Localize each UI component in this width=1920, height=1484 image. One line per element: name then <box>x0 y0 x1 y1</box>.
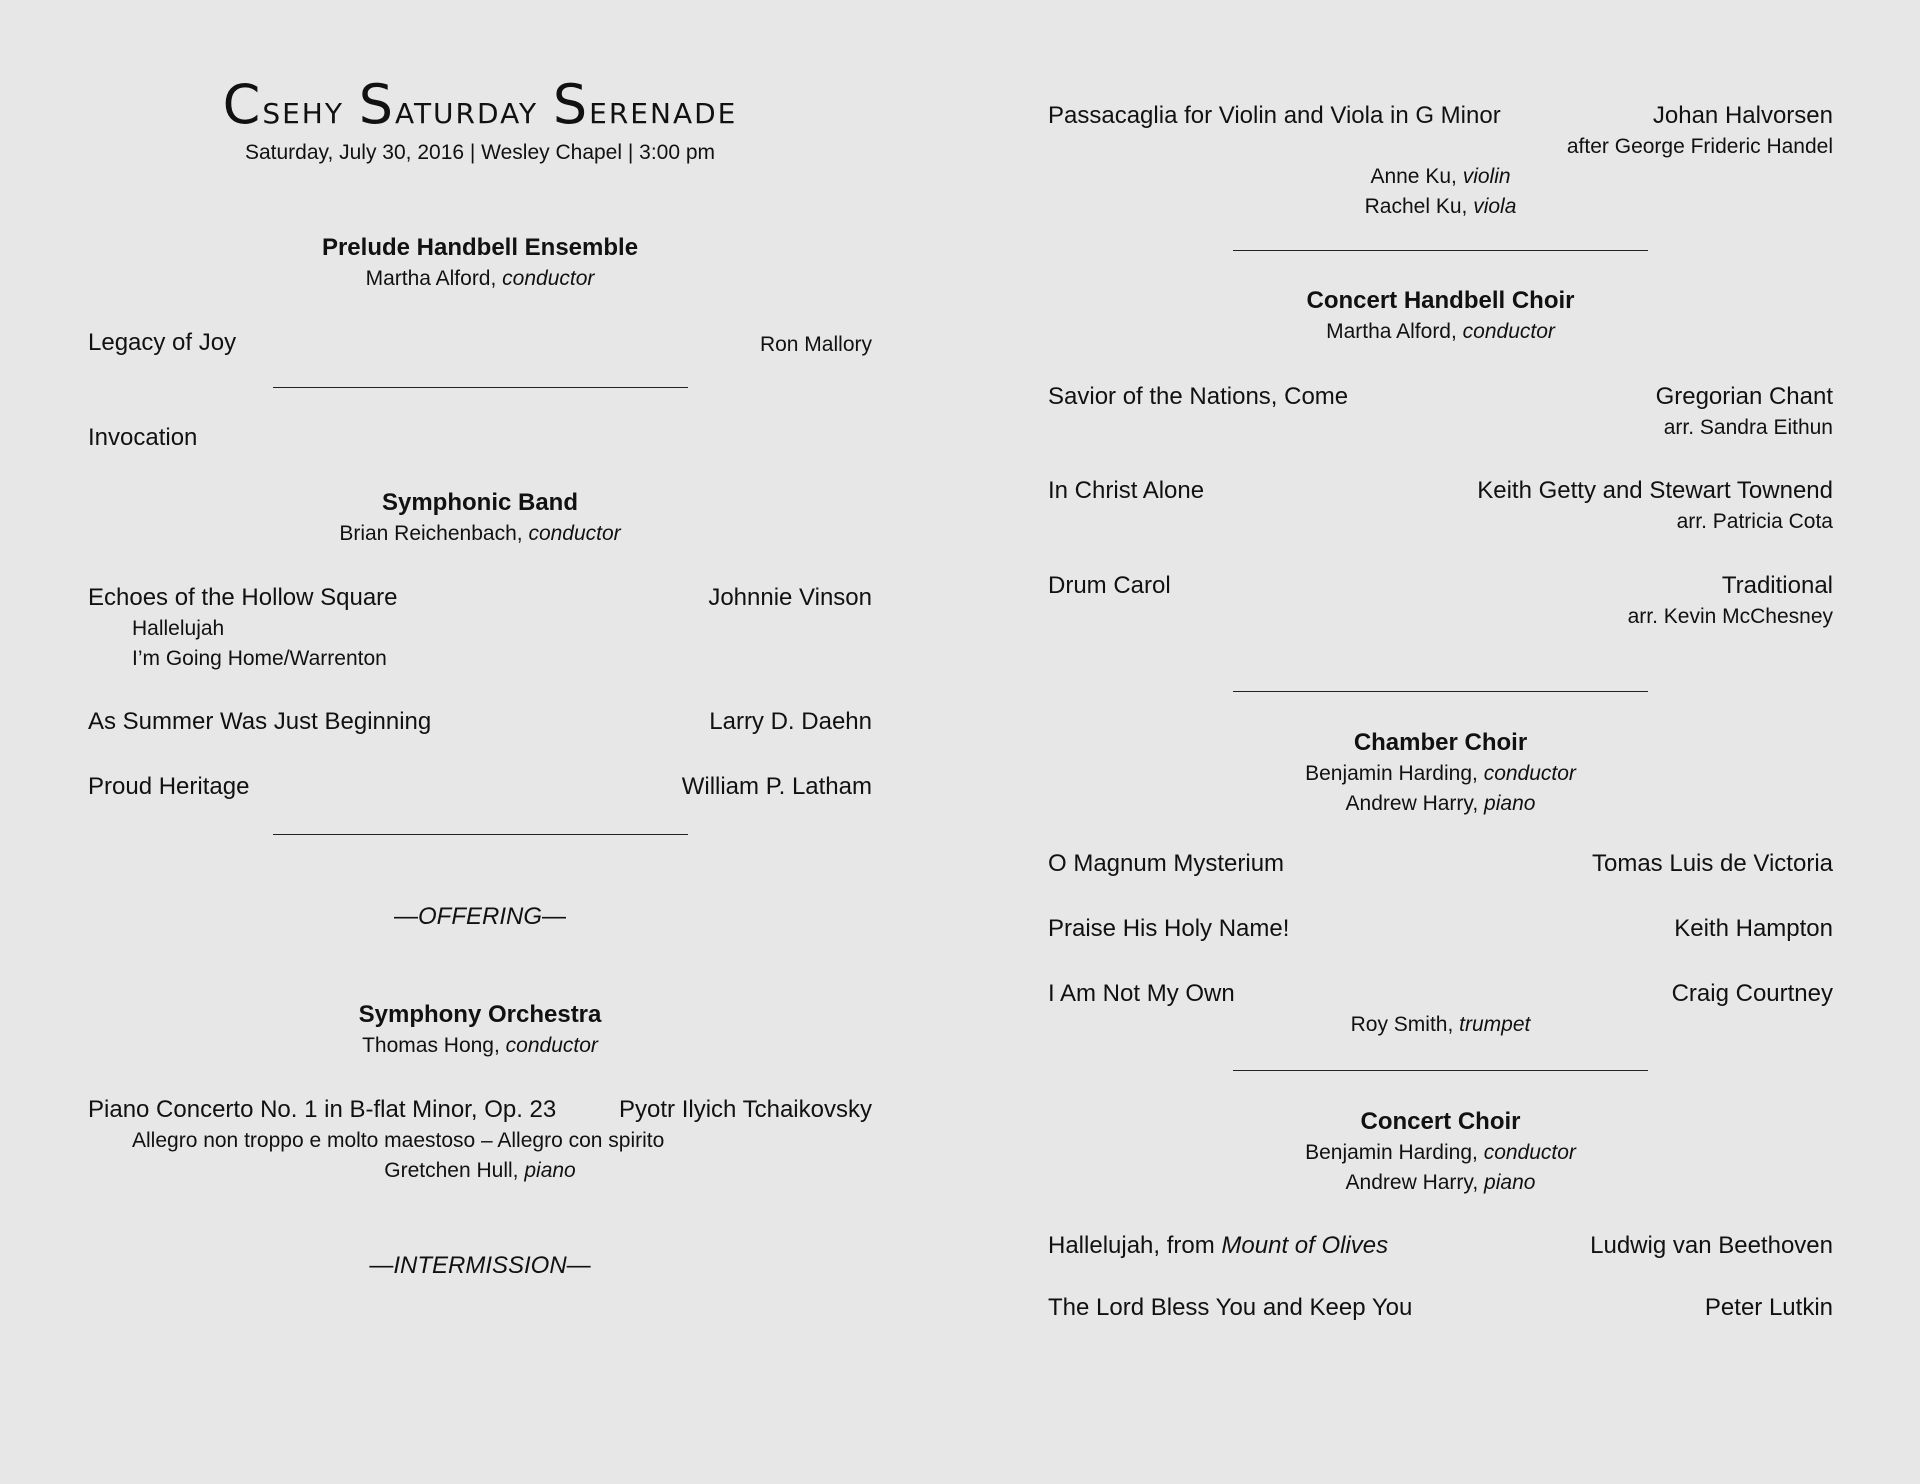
section-heading-concert-handbell: Concert Handbell Choir <box>1306 287 1575 314</box>
soloist-credit: Gretchen Hull, piano <box>384 1159 576 1182</box>
piece-title: In Christ Alone <box>1048 477 1205 504</box>
piece-composer: Keith Hampton <box>1674 915 1833 942</box>
movement-line: Hallelujah <box>132 617 225 640</box>
piece-composer: Larry D. Daehn <box>709 708 872 735</box>
conductor-credit: Brian Reichenbach, conductor <box>339 522 621 545</box>
accompanist-credit: Andrew Harry, piano <box>1345 1171 1536 1194</box>
arranger-line: arr. Kevin McChesney <box>1627 605 1833 628</box>
conductor-credit: Martha Alford, conductor <box>365 267 595 290</box>
section-divider <box>273 834 688 835</box>
piece-composer: Johan Halvorsen <box>1652 102 1833 129</box>
conductor-credit: Martha Alford, conductor <box>1326 320 1555 343</box>
piece-title: Piano Concerto No. 1 in B-flat Minor, Op. 23 <box>88 1096 557 1123</box>
piece-title: O Magnum Mysterium <box>1048 850 1285 877</box>
piece-title: Hallelujah, from Mount of Olives <box>1048 1232 1389 1259</box>
soloist-credit: Roy Smith, trumpet <box>1350 1013 1531 1036</box>
piece-title: Proud Heritage <box>88 773 250 800</box>
section-heading-concert-choir: Concert Choir <box>1360 1108 1521 1135</box>
offering-interlude: —OFFERING— <box>394 903 566 930</box>
piece-title: The Lord Bless You and Keep You <box>1048 1294 1413 1321</box>
piece-title: Passacaglia for Violin and Viola in G Minor <box>1048 102 1501 129</box>
piece-composer: Keith Getty and Stewart Townend <box>1477 477 1833 504</box>
conductor-credit: Benjamin Harding, conductor <box>1305 1141 1576 1164</box>
section-divider <box>1233 250 1648 251</box>
conductor-credit: Benjamin Harding, conductor <box>1305 762 1576 785</box>
piece-title: Drum Carol <box>1048 572 1171 599</box>
accompanist-credit: Andrew Harry, piano <box>1345 792 1536 815</box>
section-heading-symphonic-band: Symphonic Band <box>381 489 579 516</box>
title-word-3: Serenade <box>552 73 738 136</box>
piece-composer: Gregorian Chant <box>1655 383 1833 410</box>
piece-composer: William P. Latham <box>681 773 872 800</box>
section-heading-chamber-choir: Chamber Choir <box>1353 729 1528 756</box>
piece-composer: Ron Mallory <box>759 333 872 356</box>
section-divider <box>1233 691 1648 692</box>
piece-composer: Craig Courtney <box>1671 980 1833 1007</box>
section-heading-symphony-orchestra: Symphony Orchestra <box>358 1001 602 1028</box>
section-divider <box>1233 1070 1648 1071</box>
piece-title: Savior of the Nations, Come <box>1048 383 1349 410</box>
title-word-1: Csehy <box>222 73 344 136</box>
movement-line: I’m Going Home/Warrenton <box>132 647 387 670</box>
piece-composer: Traditional <box>1721 572 1833 599</box>
piece-composer: Johnnie Vinson <box>708 584 872 611</box>
piece-composer: Tomas Luis de Victoria <box>1591 850 1833 877</box>
movement-line: Allegro non troppo e molto maestoso – Allegro con spirito <box>132 1129 665 1152</box>
piece-title: Legacy of Joy <box>88 329 237 356</box>
arranger-line: arr. Patricia Cota <box>1676 510 1833 533</box>
conductor-credit: Thomas Hong, conductor <box>362 1034 598 1057</box>
section-heading-prelude: Prelude Handbell Ensemble <box>321 234 639 261</box>
program-subtitle: Saturday, July 30, 2016 | Wesley Chapel | 3:00 pm <box>244 141 716 164</box>
arranger-line: arr. Sandra Eithun <box>1663 416 1833 439</box>
piece-title: As Summer Was Just Beginning <box>88 708 432 735</box>
invocation: Invocation <box>88 424 198 451</box>
title-word-2: Saturday <box>358 73 539 136</box>
program-title <box>88 73 872 136</box>
performer-credit: Anne Ku, violin <box>1370 165 1511 188</box>
piece-attribution: after George Frideric Handel <box>1566 135 1833 158</box>
section-divider <box>273 387 688 388</box>
piece-title: Echoes of the Hollow Square <box>88 584 398 611</box>
performer-credit: Rachel Ku, viola <box>1364 195 1517 218</box>
intermission-interlude: —INTERMISSION— <box>369 1252 591 1279</box>
piece-composer: Peter Lutkin <box>1704 1294 1833 1321</box>
piece-title: Praise His Holy Name! <box>1048 915 1290 942</box>
piece-composer: Pyotr Ilyich Tchaikovsky <box>619 1096 872 1123</box>
piece-composer: Ludwig van Beethoven <box>1590 1232 1833 1259</box>
piece-title: I Am Not My Own <box>1048 980 1235 1007</box>
